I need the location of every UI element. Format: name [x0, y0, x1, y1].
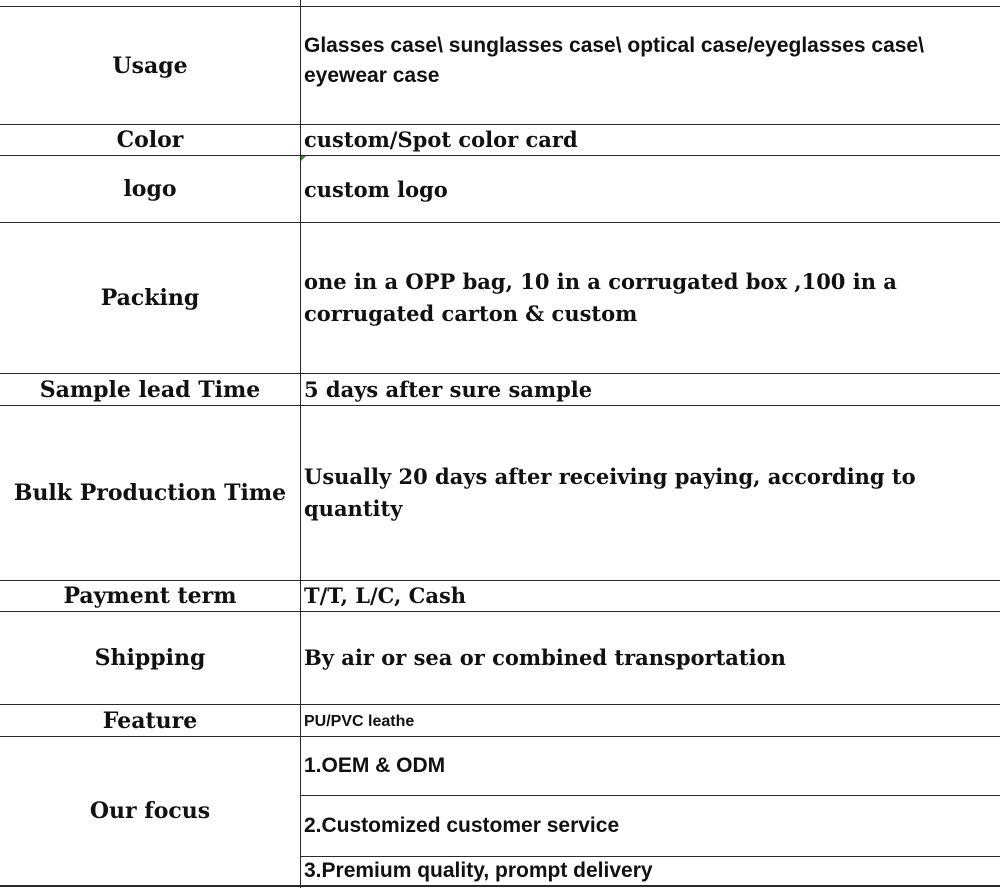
row-value-usage — [304, 7, 994, 124]
row-label-our-focus: Our focus — [89, 798, 211, 824]
row-value-logo: custom logo — [304, 177, 448, 202]
row-value-bulk-production-time: Usually 20 days after receiving paying, according to quantity — [304, 464, 916, 521]
row-label-color: Color — [116, 127, 184, 153]
column-divider — [300, 0, 301, 888]
focus-item-premium-quality: 3.Premium quality, prompt delivery — [304, 859, 653, 882]
row-label-shipping: Shipping — [94, 645, 206, 671]
row-label-payment-term: Payment term — [63, 583, 237, 609]
focus-item-oem-odm: 1.OEM & ODM — [304, 754, 446, 777]
row-label-sample-lead-time: Sample lead Time — [39, 376, 261, 403]
row-value-packing — [304, 223, 994, 373]
usage-text: Glasses case\ sunglasses case\ optical case/eyeglasses case\ eyewear case — [304, 33, 924, 87]
row-value-sample-lead-time: 5 days after sure sample — [304, 376, 593, 402]
row-value-color: custom/Spot color card — [304, 127, 578, 152]
row-label-packing: Packing — [100, 285, 200, 311]
row-value-feature: PU/PVC leathe — [304, 713, 415, 730]
row-label-logo: logo — [123, 176, 177, 202]
packing-text: one in a OPP bag, 10 in a corrugated box ,100 in a corrugated carton & custom — [304, 269, 897, 326]
row-label-feature: Feature — [102, 707, 198, 734]
row-label-bulk-production-time: Bulk Production Time — [13, 480, 287, 506]
row-value-payment-term: T/T, L/C, Cash — [304, 583, 467, 608]
row-value-shipping: By air or sea or combined transportation — [304, 645, 786, 670]
row-label-usage: Usage — [112, 52, 188, 79]
focus-item-customized-service: 2.Customized customer service — [304, 814, 620, 837]
